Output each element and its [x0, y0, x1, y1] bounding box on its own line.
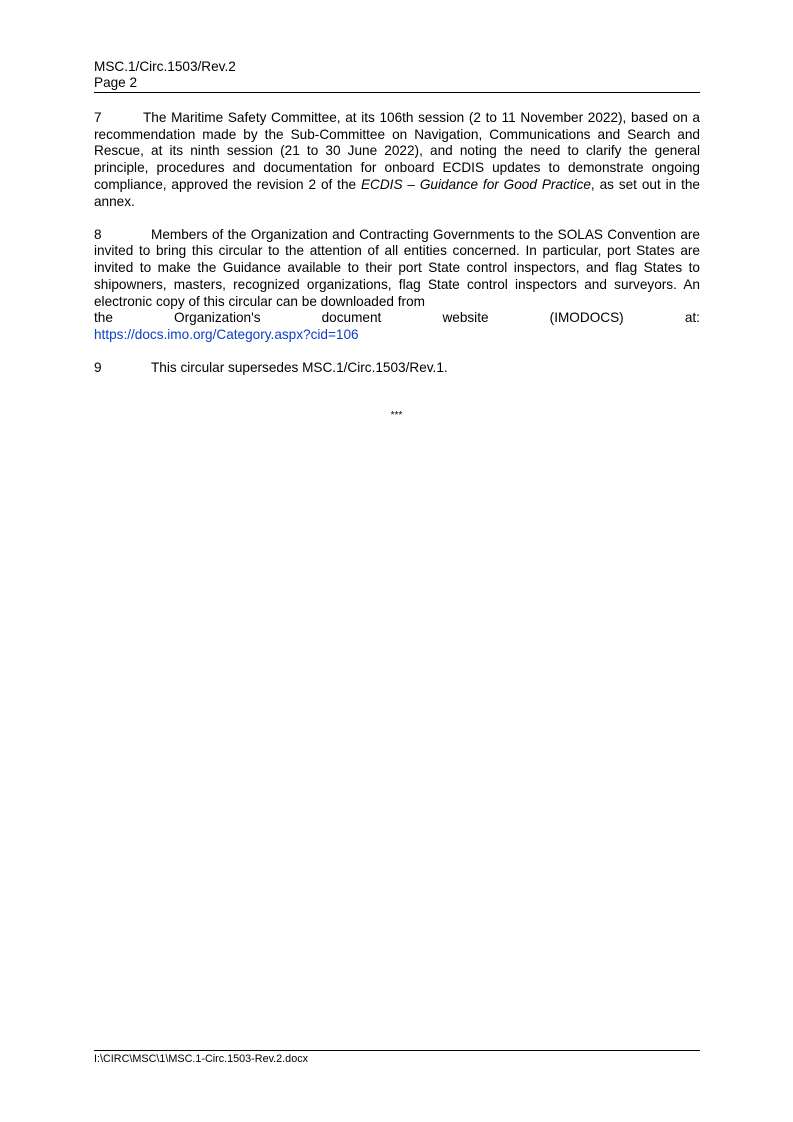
paragraph-9 [94, 360, 700, 377]
word: at: [684, 310, 700, 326]
file-path: I:\CIRC\MSC\1\MSC.1-Circ.1503-Rev.2.docx [94, 1053, 308, 1065]
imodocs-link[interactable]: https://docs.imo.org/Category.aspx?cid=106 [94, 326, 359, 342]
word: the [94, 310, 113, 326]
page-footer [94, 1050, 700, 1065]
paragraph-text: This circular supersedes MSC.1/Circ.1503/Rev.1. [151, 360, 448, 376]
paragraph-number: 7 [94, 110, 102, 125]
paragraph-number: 9 [94, 360, 102, 376]
paragraph-text: Members of the Organization and Contracting Governments to the SOLAS Convention are invited to bring this circular to the attention of all entities concerned. In particular, port States are invited to make the Guidance available to their port State control inspectors, and flag States to shipowners, masters, recognized organizations, flag State control inspectors and surveyors. An electronic copy of this circular can be downloaded from [94, 226, 700, 309]
paragraph-text-tail: , as set out in the annex. [94, 176, 700, 209]
word: website [442, 310, 489, 326]
page-number: Page 2 [94, 74, 138, 90]
word: Organization's [174, 310, 261, 326]
document-reference: MSC.1/Circ.1503/Rev.2 [94, 59, 236, 74]
paragraph-8 [94, 227, 700, 344]
guidance-title: ECDIS – Guidance for Good Practice [360, 176, 591, 192]
document-body [94, 110, 700, 393]
section-separator: *** [390, 410, 403, 421]
paragraph-7 [94, 110, 700, 210]
page-header [94, 59, 700, 93]
paragraph-text: The Maritime Safety Committee, at its 106th session (2 to 11 November 2022), based on a recommendation made by the Sub-Committee on Navigation, Communications and Search and Rescue, at its ninth session (21 to 30 June 2022), and noting the need to clarify the general principle, procedures and documentation for onboard ECDIS updates to demonstrate ongoing compliance, approved the revision 2 of the [94, 110, 700, 192]
word: (IMODOCS) [549, 310, 624, 326]
paragraph-number: 8 [94, 226, 102, 242]
word: document [321, 310, 382, 326]
paragraph-last-line [94, 310, 700, 327]
